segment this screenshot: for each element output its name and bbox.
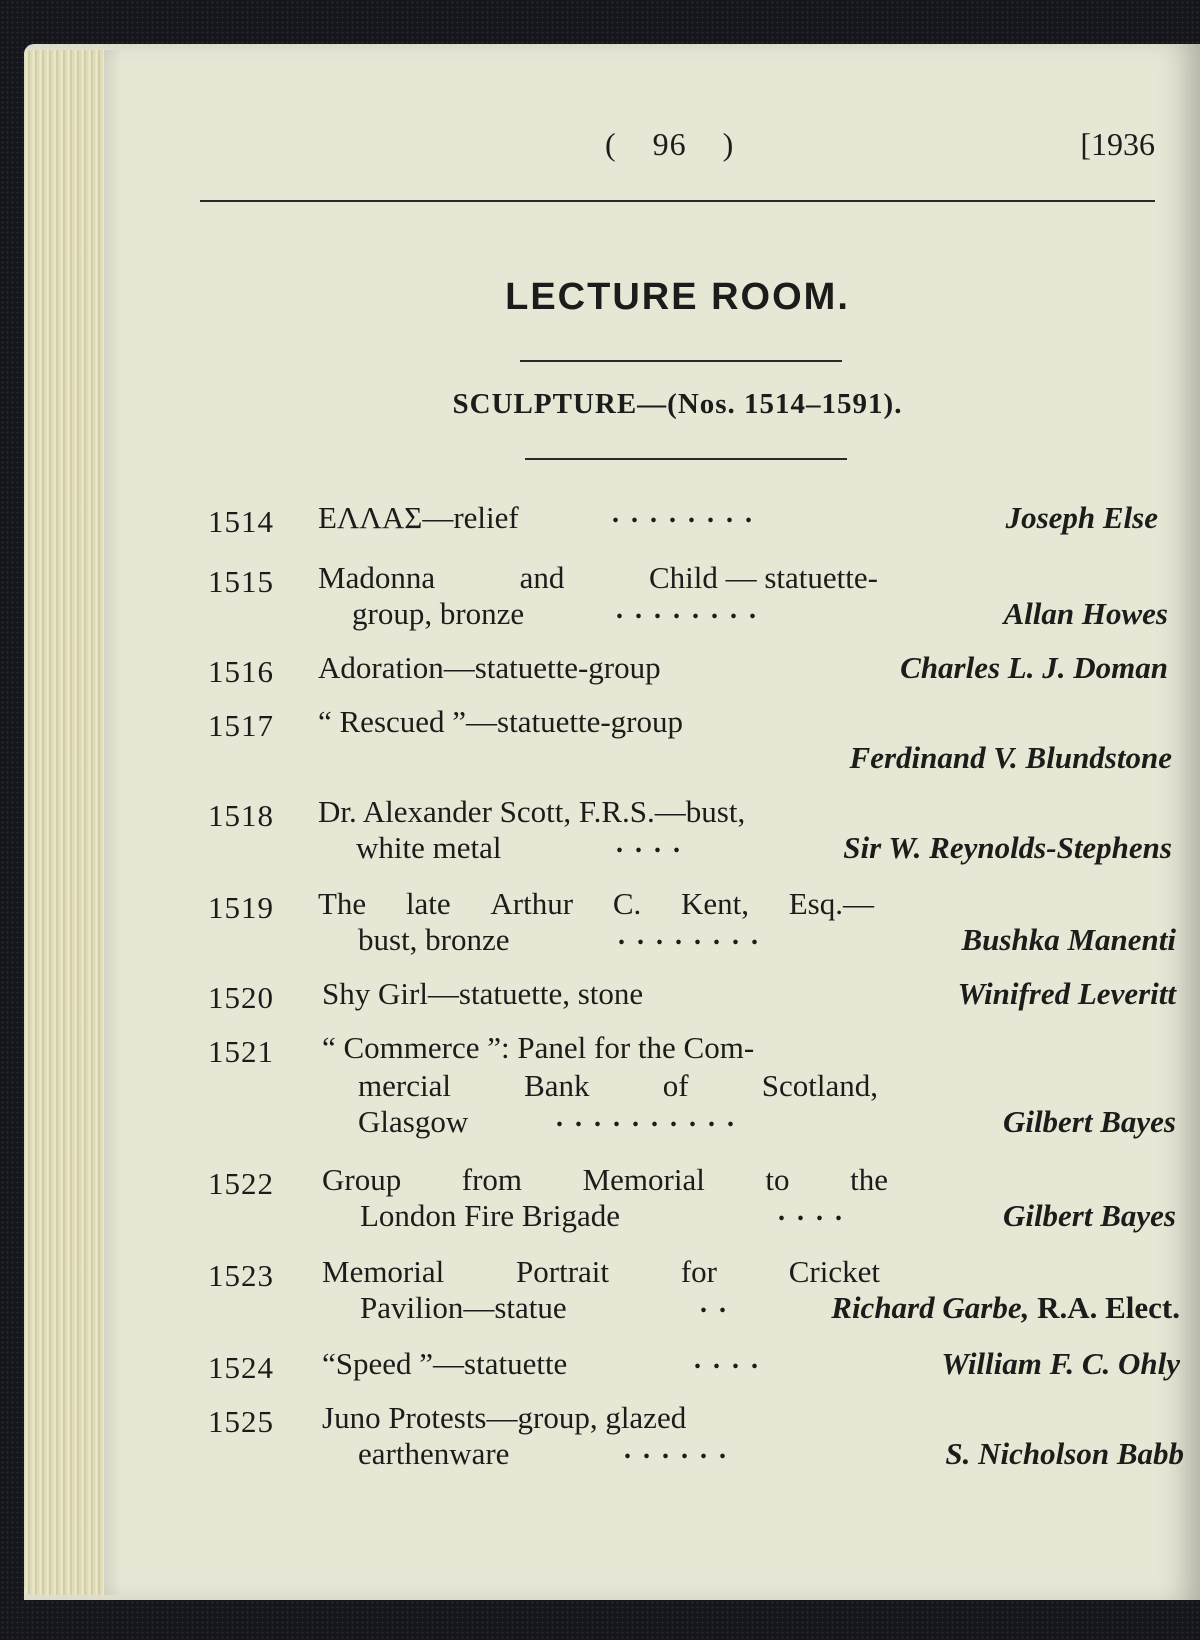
page-title: LECTURE ROOM.: [505, 276, 850, 318]
title-word: the: [850, 1162, 888, 1197]
title-rule: [520, 360, 842, 362]
entry-number: 1522: [208, 1166, 274, 1201]
entry-artist: Joseph Else: [1005, 500, 1158, 535]
section-subtitle: SCULPTURE—(Nos. 1514–1591).: [452, 388, 903, 420]
entry-number: 1518: [208, 798, 274, 833]
leader-dots: ........: [616, 594, 768, 625]
title-word: and: [519, 560, 565, 595]
entry-title-continued: bust, bronze: [358, 922, 510, 957]
leader-dots: ..: [700, 1288, 738, 1319]
entry-title-continued: earthenware: [358, 1436, 510, 1471]
page-edges: [24, 50, 104, 1595]
title-word: Group: [322, 1162, 402, 1197]
entry-number: 1523: [208, 1258, 274, 1293]
entry-number: 1521: [208, 1034, 274, 1069]
entry-number: 1525: [208, 1404, 274, 1439]
title-word: Memorial: [582, 1162, 705, 1197]
entry-number: 1515: [208, 564, 274, 599]
title-word: to: [765, 1162, 790, 1197]
title-word: Esq.—: [788, 886, 874, 921]
title-word: Child — statuette-: [648, 560, 878, 595]
title-word: for: [680, 1254, 717, 1289]
folio-open: (: [605, 126, 617, 162]
entry-artist: S. Nicholson Babb: [945, 1436, 1184, 1471]
leader-dots: ........: [612, 498, 764, 529]
title-word: Bank: [524, 1068, 590, 1103]
title-word: C.: [612, 886, 642, 921]
entry-number: 1524: [208, 1350, 274, 1385]
title-word: of: [662, 1068, 689, 1103]
leader-dots: ........: [618, 920, 770, 951]
leader-dots: ......: [624, 1434, 738, 1465]
entry-title: ΕΛΛΑΣ—relief: [318, 500, 519, 535]
entry-title-continued: London Fire Brigade: [360, 1198, 621, 1233]
entry-title: [318, 886, 874, 922]
title-word: Arthur: [490, 886, 574, 921]
gutter-shadow: [104, 50, 122, 1595]
entry-number: 1514: [208, 504, 274, 539]
leader-dots: ....: [616, 828, 692, 859]
entry-artist: Charles L. J. Doman: [900, 650, 1168, 685]
title-word: Madonna: [318, 560, 436, 595]
leader-dots: ....: [778, 1196, 854, 1227]
subtitle-rule: [525, 458, 847, 460]
entry-title: “Speed ”—statuette: [322, 1346, 568, 1381]
leader-dots: ....: [694, 1344, 770, 1375]
entry-title: Shy Girl—statuette, stone: [322, 976, 644, 1011]
entry-title-continued: Pavilion—statue: [360, 1290, 567, 1325]
entry-title: Dr. Alexander Scott, F.R.S.—bust,: [318, 794, 746, 829]
entry-title: [322, 1162, 888, 1198]
entry-artist: Ferdinand V. Blundstone: [849, 740, 1172, 775]
page-number: [605, 126, 734, 163]
entry-title: “ Rescued ”—statuette-group: [318, 704, 683, 739]
entry-artist: Allan Howes: [1003, 596, 1168, 631]
entry-title: [318, 560, 878, 596]
entry-number: 1517: [208, 708, 274, 743]
entry-title: “ Commerce ”: Panel for the Com-: [322, 1030, 755, 1065]
entry-title-continued: group, bronze: [352, 596, 525, 631]
header-year: [1936: [1080, 126, 1155, 162]
entry-title-continued: Glasgow: [358, 1104, 469, 1139]
title-word: Kent,: [680, 886, 749, 921]
entry-title: Juno Protests—group, glazed: [322, 1400, 687, 1435]
entry-artist: Sir W. Reynolds-Stephens: [843, 830, 1172, 865]
folio-number: 96: [652, 126, 687, 162]
entry-artist: [831, 1290, 1180, 1326]
artist-name: Richard Garbe,: [831, 1290, 1030, 1325]
folio-close: ): [722, 126, 735, 162]
entry-number: 1516: [208, 654, 274, 689]
title-word: late: [405, 886, 451, 921]
title-word: mercial: [358, 1068, 451, 1103]
title-word: The: [318, 886, 367, 921]
artist-suffix: R.A. Elect.: [1029, 1290, 1180, 1325]
title-word: Scotland,: [761, 1068, 878, 1103]
title-word: Cricket: [788, 1254, 880, 1289]
entry-title: [322, 1254, 880, 1290]
title-word: Memorial: [322, 1254, 445, 1289]
entry-artist: Winifred Leveritt: [957, 976, 1176, 1011]
leader-dots: ..........: [556, 1102, 746, 1133]
running-header: [200, 120, 1155, 202]
title-word: Portrait: [516, 1254, 610, 1289]
entry-number: 1520: [208, 980, 274, 1015]
entry-artist: Bushka Manenti: [961, 922, 1176, 957]
entry-title: Adoration—statuette-group: [318, 650, 661, 685]
entry-title-continued: white metal: [356, 830, 502, 865]
entry-artist: William F. C. Ohly: [941, 1346, 1180, 1381]
entry-title-continued: [358, 1068, 878, 1104]
entry-artist: Gilbert Bayes: [1002, 1198, 1176, 1233]
entry-artist: Gilbert Bayes: [1002, 1104, 1176, 1139]
entry-number: 1519: [208, 890, 274, 925]
title-word: from: [461, 1162, 523, 1197]
